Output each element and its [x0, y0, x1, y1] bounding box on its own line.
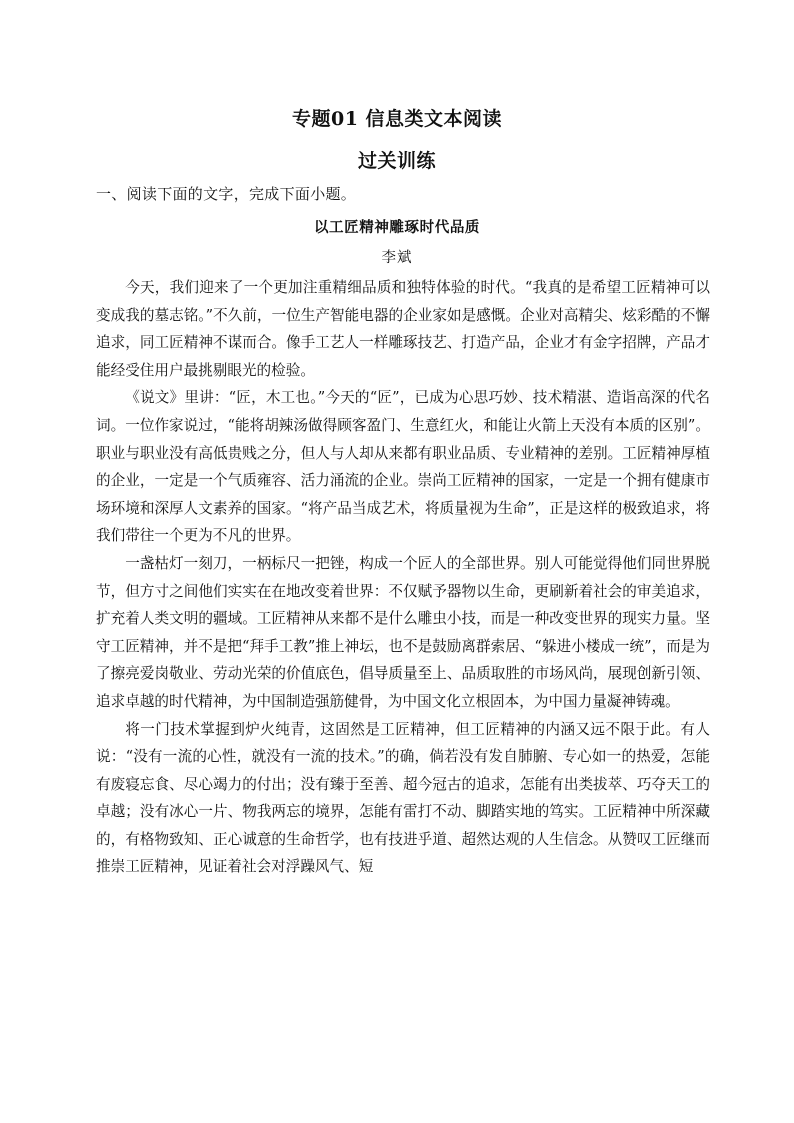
- section-heading: 一、阅读下面的文字，完成下面小题。: [96, 185, 357, 203]
- article-paragraph-4: 将一门技术掌握到炉火纯青，这固然是工匠精神，但工匠精神的内涵又远不限于此。有人说：“没有一流的心性，就没有一流的技术。”的确，倘若没有发自肺腑、专心如一的热爱，怎能有废寝忘食、尽心竭力的付出；没有臻于至善、超今冠古的追求，怎能有出类拔萃、巧夺天工的卓越；没有冰心一片、物我两忘的境界，怎能有雷打不动、脚踏实地的笃实。工匠精神中所深藏的，有格物致知、正心诚意的生命哲学，也有技进乎道、超然达观的人生信念。从赞叹工匠继而推崇工匠精神，见证着社会对浮躁风气、短: [96, 720, 710, 876]
- article-paragraph-1: 今天，我们迎来了一个更加注重精细品质和独特体验的时代。“我真的是希望工匠精神可以变成我的墓志铭。”不久前，一位生产智能电器的企业家如是感慨。企业对高精尖、炫彩酷的不懈追求，同工匠精神不谋而合。像手工艺人一样雕琢技艺、打造产品，企业才有金字招牌，产品才能经受住用户最挑剔眼光的检验。: [96, 279, 710, 379]
- article-paragraph-2: 《说文》里讲：“匠，木工也。”今天的“匠”，已成为心思巧妙、技术精湛、造诣高深的代名词。一位作家说过，“能将胡辣汤做得顾客盈门、生意红火，和能让火箭上天没有本质的区别”。职业与职业没有高低贵贱之分，但人与人却从来都有职业品质、专业精神的差别。工匠精神厚植的企业，一定是一个气质雍容、活力涌流的企业。崇尚工匠精神的国家，一定是一个拥有健康市场环境和深厚人文素养的国家。“将产品当成艺术，将质量视为生命”，正是这样的极致追求，将我们带往一个更为不凡的世界。: [96, 389, 710, 545]
- document-title: 专题01 信息类文本阅读: [291, 108, 503, 130]
- article-paragraph-3: 一盏枯灯一刻刀，一柄标尺一把锉，构成一个匠人的全部世界。别人可能觉得他们同世界脱节，但方寸之间他们实实在在地改变着世界：不仅赋予器物以生命，更刷新着社会的审美追求，扩充着人类文明的疆域。工匠精神从来都不是什么雕虫小技，而是一种改变世界的现实力量。坚守工匠精神，并不是把“拜手工教”推上神坛，也不是鼓励离群索居、“躲进小楼成一统”，而是为了擦亮爱岗敬业、劳动光荣的价值底色，倡导质量至上、品质取胜的市场风尚，展现创新引领、追求卓越的时代精神，为中国制造强筋健骨，为中国文化立根固本，为中国力量凝神铸魂。: [96, 554, 710, 710]
- article-body: [96, 274, 710, 881]
- article-title: 以工匠精神雕琢时代品质: [313, 219, 481, 236]
- article-author: 李斌: [381, 250, 413, 266]
- document-subtitle: 过关训练: [357, 150, 436, 172]
